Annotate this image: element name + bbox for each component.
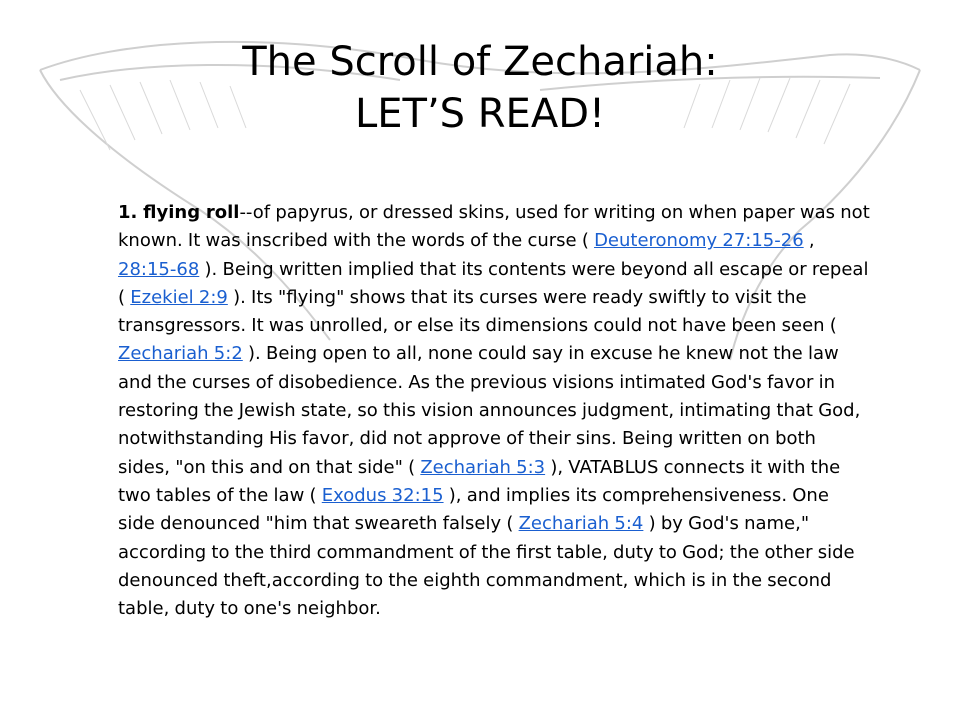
link-deuteronomy-27-15-26[interactable]: Deuteronomy 27:15-26: [594, 230, 804, 252]
passage-text: ). Being open to all, none could say in excuse he knew not the law and the curses of disobedience. As the previous visions intimated God's favor in restoring the Jewish state, so this vision announces judgment, intimating that God, notwithstanding His favor, did not approve of their sins. Being written on both sides, "on this and on that side" (: [118, 343, 861, 478]
passage-text: ) by God's name," according to the third commandment of the first table, duty to God; the other side denounced theft,according to the eighth commandment, which is in the second table, duty to one's neighbor.: [118, 513, 855, 620]
link-exodus-32-15[interactable]: Exodus 32:15: [321, 484, 444, 506]
passage-text: ), and implies its comprehensiveness. One side denounced "him that sweareth falsely (: [118, 484, 829, 535]
slide-title: [0, 36, 960, 140]
title-line-2: LET’S READ!: [354, 91, 606, 137]
passage-text: ,: [803, 230, 815, 252]
title-line-1: The Scroll of Zechariah:: [242, 39, 718, 85]
passage-text: --of papyrus, or dressed skins, used for writing on when paper was not known. It was inscribed with the words of the curse (: [118, 202, 870, 252]
link-ezekiel-2-9[interactable]: Ezekiel 2:9: [130, 286, 228, 308]
passage-text: ), VATABLUS connects it with the two tables of the law (: [118, 456, 841, 506]
link-zechariah-5-4[interactable]: Zechariah 5:4: [518, 513, 644, 535]
passage-text: ). Its "flying" shows that its curses were ready swiftly to visit the transgressors. It was unrolled, or else its dimensions could not have been seen (: [118, 286, 837, 337]
link-zechariah-5-2[interactable]: Zechariah 5:2: [118, 343, 243, 365]
commentary-passage: [118, 199, 870, 623]
passage-text: ). Being written implied that its contents were beyond all escape or repeal (: [118, 258, 869, 308]
link-deuteronomy-28-15-68[interactable]: 28:15-68: [118, 258, 200, 280]
link-zechariah-5-3[interactable]: Zechariah 5:3: [420, 456, 546, 478]
passage-term: 1. flying roll: [118, 202, 240, 223]
